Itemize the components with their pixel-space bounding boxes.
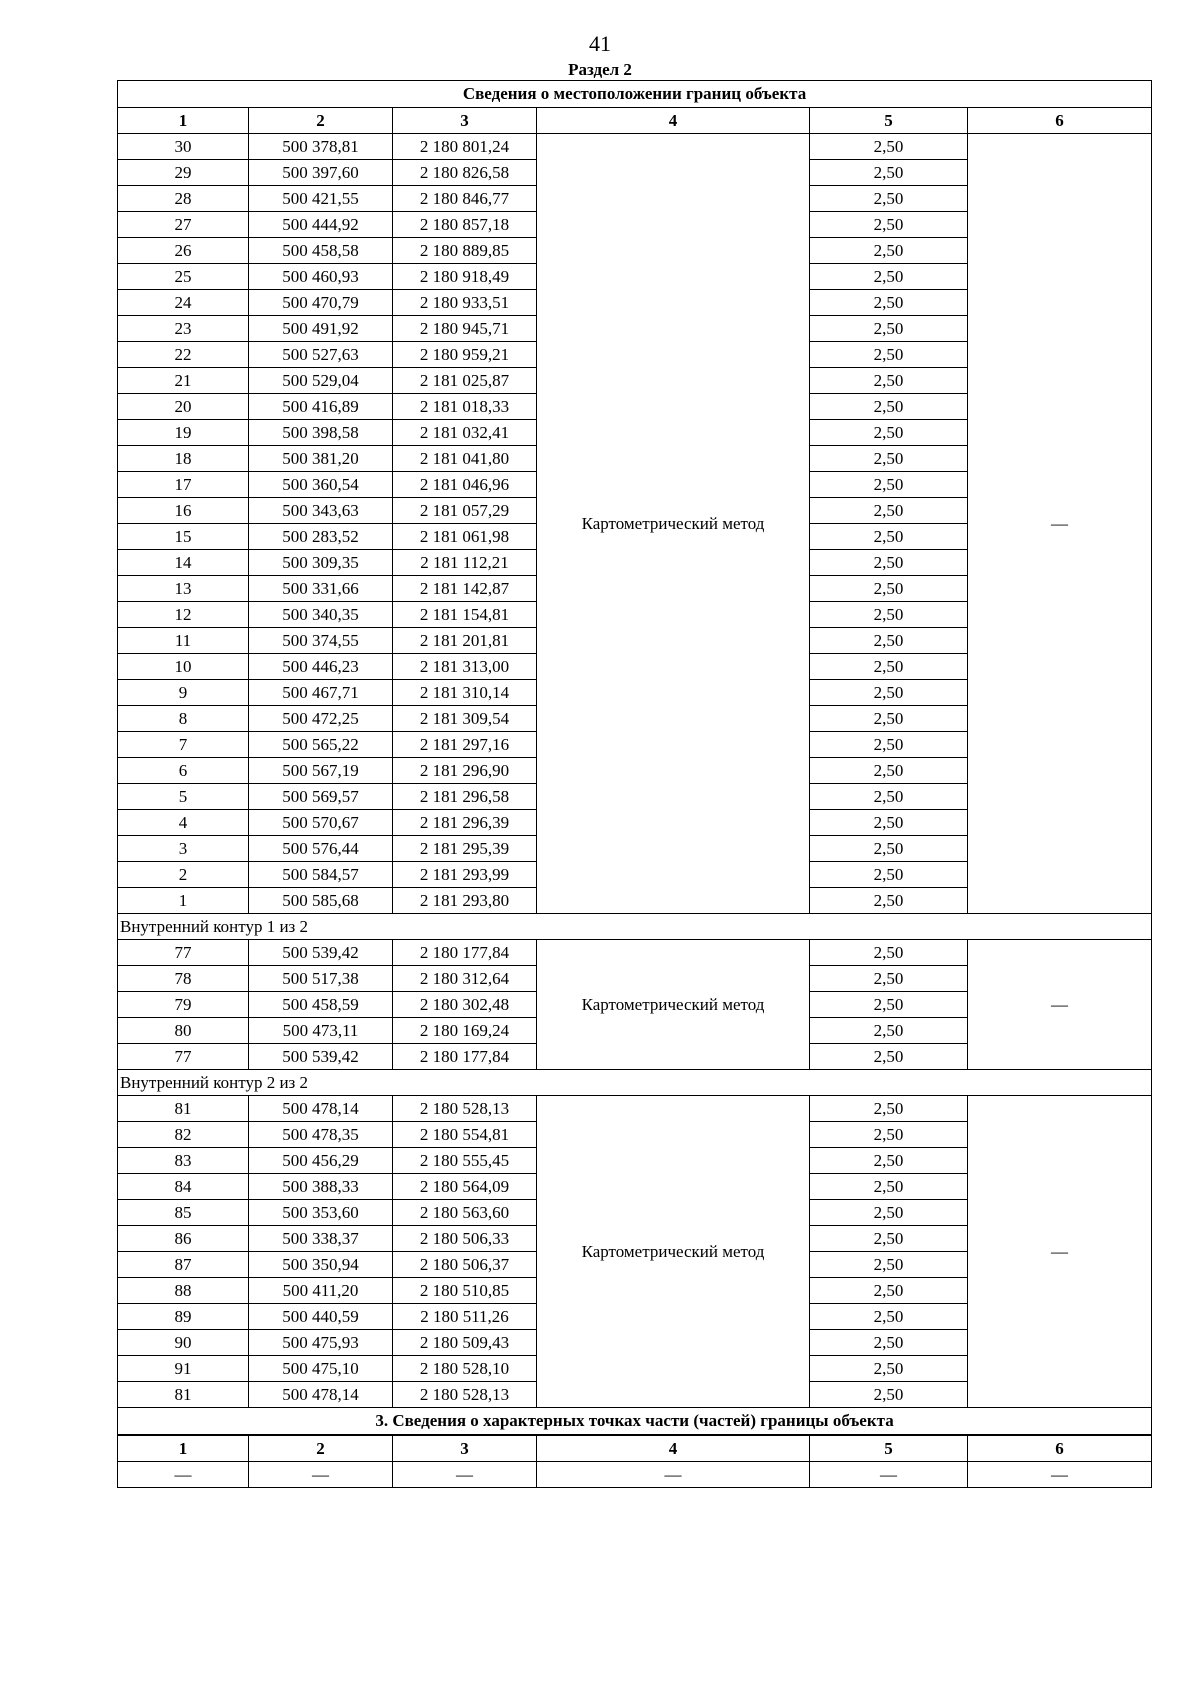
coord-y: 2 181 293,80 [393,888,537,914]
point-number: 10 [118,654,249,680]
accuracy: 2,50 [810,992,968,1018]
coord-y: 2 181 154,81 [393,602,537,628]
point-number: 23 [118,316,249,342]
accuracy: 2,50 [810,940,968,966]
page-number: 41 [589,31,611,56]
point-number: 9 [118,680,249,706]
coord-x: 500 388,33 [249,1174,393,1200]
header-cell: 3 [393,108,537,134]
accuracy: 2,50 [810,784,968,810]
header-cell: 6 [968,1435,1152,1462]
coord-x: 500 576,44 [249,836,393,862]
coord-y: 2 180 554,81 [393,1122,537,1148]
point-number: 81 [118,1096,249,1122]
coord-y: 2 181 057,29 [393,498,537,524]
empty-cell: — [968,1462,1152,1488]
point-number: 21 [118,368,249,394]
coord-y: 2 180 555,45 [393,1148,537,1174]
point-number: 89 [118,1304,249,1330]
accuracy: 2,50 [810,758,968,784]
coord-y: 2 180 563,60 [393,1200,537,1226]
accuracy: 2,50 [810,446,968,472]
accuracy: 2,50 [810,498,968,524]
header-cell: 5 [810,1435,968,1462]
coord-y: 2 180 857,18 [393,212,537,238]
point-number: 30 [118,134,249,160]
coord-x: 500 539,42 [249,1044,393,1070]
accuracy: 2,50 [810,316,968,342]
coord-y: 2 181 025,87 [393,368,537,394]
point-number: 15 [118,524,249,550]
section3-title: 3. Сведения о характерных точках части (частей) границы объекта [118,1408,1152,1436]
accuracy: 2,50 [810,1252,968,1278]
accuracy: 2,50 [810,264,968,290]
point-number: 4 [118,810,249,836]
point-number: 78 [118,966,249,992]
point-number: 85 [118,1200,249,1226]
coord-x: 500 440,59 [249,1304,393,1330]
accuracy: 2,50 [810,134,968,160]
point-number: 8 [118,706,249,732]
accuracy: 2,50 [810,1096,968,1122]
point-number: 77 [118,1044,249,1070]
coord-x: 500 491,92 [249,316,393,342]
accuracy: 2,50 [810,628,968,654]
coord-x: 500 338,37 [249,1226,393,1252]
coord-x: 500 283,52 [249,524,393,550]
coord-x: 500 411,20 [249,1278,393,1304]
point-number: 6 [118,758,249,784]
coord-x: 500 529,04 [249,368,393,394]
accuracy: 2,50 [810,654,968,680]
coord-y: 2 180 510,85 [393,1278,537,1304]
contour-label-row [118,914,1152,940]
accuracy: 2,50 [810,160,968,186]
coord-y: 2 180 528,13 [393,1382,537,1408]
accuracy: 2,50 [810,472,968,498]
coord-y: 2 180 312,64 [393,966,537,992]
coord-x: 500 584,57 [249,862,393,888]
point-number: 81 [118,1382,249,1408]
contour-label-row [118,1070,1152,1096]
point-number: 14 [118,550,249,576]
coord-x: 500 421,55 [249,186,393,212]
coord-y: 2 181 309,54 [393,706,537,732]
header-cell: 1 [118,108,249,134]
coord-x: 500 467,71 [249,680,393,706]
accuracy: 2,50 [810,1122,968,1148]
point-number: 28 [118,186,249,212]
method-cell: Картометрический метод [537,134,810,914]
point-number: 84 [118,1174,249,1200]
point-number: 18 [118,446,249,472]
point-number: 90 [118,1330,249,1356]
coord-y: 2 180 177,84 [393,940,537,966]
accuracy: 2,50 [810,810,968,836]
table-row [118,134,1152,160]
header-cell: 2 [249,108,393,134]
coord-x: 500 473,11 [249,1018,393,1044]
contour-label: Внутренний контур 1 из 2 [118,914,1152,940]
section3-title-row [118,1408,1152,1436]
point-number: 3 [118,836,249,862]
coord-y: 2 181 142,87 [393,576,537,602]
coord-x: 500 458,58 [249,238,393,264]
accuracy: 2,50 [810,706,968,732]
coord-y: 2 180 177,84 [393,1044,537,1070]
table-row [118,1096,1152,1122]
coord-x: 500 397,60 [249,160,393,186]
coord-y: 2 181 296,39 [393,810,537,836]
coord-x: 500 360,54 [249,472,393,498]
point-number: 29 [118,160,249,186]
coord-x: 500 470,79 [249,290,393,316]
coord-x: 500 353,60 [249,1200,393,1226]
point-number: 26 [118,238,249,264]
coord-y: 2 181 046,96 [393,472,537,498]
coord-x: 500 458,59 [249,992,393,1018]
accuracy: 2,50 [810,212,968,238]
coord-x: 500 527,63 [249,342,393,368]
point-number: 77 [118,940,249,966]
accuracy: 2,50 [810,394,968,420]
accuracy: 2,50 [810,550,968,576]
coord-x: 500 398,58 [249,420,393,446]
header-cell: 1 [118,1435,249,1462]
accuracy: 2,50 [810,1148,968,1174]
coord-y: 2 180 528,10 [393,1356,537,1382]
header-cell: 6 [968,108,1152,134]
accuracy: 2,50 [810,186,968,212]
coord-y: 2 181 032,41 [393,420,537,446]
coord-y: 2 180 826,58 [393,160,537,186]
accuracy: 2,50 [810,836,968,862]
coord-y: 2 180 801,24 [393,134,537,160]
point-number: 13 [118,576,249,602]
point-number: 82 [118,1122,249,1148]
accuracy: 2,50 [810,1226,968,1252]
accuracy: 2,50 [810,1330,968,1356]
coord-y: 2 181 310,14 [393,680,537,706]
section-label: Раздел 2 [568,60,632,79]
section3-row [118,1462,1152,1488]
coord-x: 500 460,93 [249,264,393,290]
coord-x: 500 475,10 [249,1356,393,1382]
coord-y: 2 181 041,80 [393,446,537,472]
coord-x: 500 570,67 [249,810,393,836]
accuracy: 2,50 [810,602,968,628]
coord-x: 500 585,68 [249,888,393,914]
coord-x: 500 444,92 [249,212,393,238]
coord-y: 2 180 169,24 [393,1018,537,1044]
coord-x: 500 565,22 [249,732,393,758]
accuracy: 2,50 [810,1356,968,1382]
coord-x: 500 478,14 [249,1382,393,1408]
table-title: Сведения о местоположении границ объекта [118,81,1152,108]
empty-cell: — [118,1462,249,1488]
point-number: 17 [118,472,249,498]
coord-x: 500 416,89 [249,394,393,420]
coord-x: 500 567,19 [249,758,393,784]
coord-y: 2 181 112,21 [393,550,537,576]
coord-x: 500 350,94 [249,1252,393,1278]
accuracy: 2,50 [810,238,968,264]
coord-y: 2 180 511,26 [393,1304,537,1330]
accuracy: 2,50 [810,732,968,758]
coord-y: 2 180 918,49 [393,264,537,290]
coord-x: 500 539,42 [249,940,393,966]
header-cell: 2 [249,1435,393,1462]
coord-x: 500 340,35 [249,602,393,628]
accuracy: 2,50 [810,1018,968,1044]
coord-y: 2 181 296,58 [393,784,537,810]
coord-x: 500 456,29 [249,1148,393,1174]
coord-y: 2 180 945,71 [393,316,537,342]
point-number: 79 [118,992,249,1018]
coord-y: 2 180 506,33 [393,1226,537,1252]
section3-header-row [118,1435,1152,1462]
point-number: 83 [118,1148,249,1174]
accuracy: 2,50 [810,966,968,992]
column6-cell: — [968,940,1152,1070]
coord-y: 2 180 889,85 [393,238,537,264]
header-cell: 3 [393,1435,537,1462]
column6-cell: — [968,1096,1152,1408]
point-number: 19 [118,420,249,446]
accuracy: 2,50 [810,862,968,888]
accuracy: 2,50 [810,1044,968,1070]
accuracy: 2,50 [810,1278,968,1304]
point-number: 91 [118,1356,249,1382]
point-number: 2 [118,862,249,888]
coord-x: 500 374,55 [249,628,393,654]
empty-cell: — [537,1462,810,1488]
accuracy: 2,50 [810,888,968,914]
point-number: 86 [118,1226,249,1252]
table-title-row [118,81,1152,108]
point-number: 11 [118,628,249,654]
coord-y: 2 181 313,00 [393,654,537,680]
point-number: 80 [118,1018,249,1044]
coord-y: 2 181 061,98 [393,524,537,550]
header-cell: 4 [537,1435,810,1462]
coord-x: 500 331,66 [249,576,393,602]
accuracy: 2,50 [810,1304,968,1330]
empty-cell: — [249,1462,393,1488]
coord-y: 2 180 933,51 [393,290,537,316]
coord-x: 500 517,38 [249,966,393,992]
coord-y: 2 181 018,33 [393,394,537,420]
point-number: 27 [118,212,249,238]
point-number: 16 [118,498,249,524]
coord-x: 500 478,14 [249,1096,393,1122]
method-cell: Картометрический метод [537,1096,810,1408]
point-number: 24 [118,290,249,316]
contour-label: Внутренний контур 2 из 2 [118,1070,1152,1096]
accuracy: 2,50 [810,1174,968,1200]
accuracy: 2,50 [810,290,968,316]
coord-y: 2 181 293,99 [393,862,537,888]
accuracy: 2,50 [810,1200,968,1226]
point-number: 87 [118,1252,249,1278]
coord-y: 2 180 528,13 [393,1096,537,1122]
point-number: 20 [118,394,249,420]
coord-x: 500 478,35 [249,1122,393,1148]
accuracy: 2,50 [810,576,968,602]
coord-x: 500 343,63 [249,498,393,524]
coord-x: 500 381,20 [249,446,393,472]
accuracy: 2,50 [810,680,968,706]
coord-x: 500 378,81 [249,134,393,160]
point-number: 5 [118,784,249,810]
point-number: 7 [118,732,249,758]
coord-y: 2 181 297,16 [393,732,537,758]
empty-cell: — [393,1462,537,1488]
coord-x: 500 475,93 [249,1330,393,1356]
boundary-table [117,80,1152,1488]
coord-y: 2 180 846,77 [393,186,537,212]
accuracy: 2,50 [810,1382,968,1408]
point-number: 12 [118,602,249,628]
coord-x: 500 446,23 [249,654,393,680]
coord-x: 500 472,25 [249,706,393,732]
coord-x: 500 569,57 [249,784,393,810]
coord-y: 2 181 295,39 [393,836,537,862]
header-cell: 4 [537,108,810,134]
header-row [118,108,1152,134]
point-number: 88 [118,1278,249,1304]
coord-y: 2 180 564,09 [393,1174,537,1200]
coord-y: 2 180 302,48 [393,992,537,1018]
column6-cell: — [968,134,1152,914]
coord-y: 2 181 201,81 [393,628,537,654]
coord-y: 2 180 959,21 [393,342,537,368]
accuracy: 2,50 [810,420,968,446]
empty-cell: — [810,1462,968,1488]
header-cell: 5 [810,108,968,134]
point-number: 1 [118,888,249,914]
coord-y: 2 181 296,90 [393,758,537,784]
coord-y: 2 180 506,37 [393,1252,537,1278]
coord-x: 500 309,35 [249,550,393,576]
method-cell: Картометрический метод [537,940,810,1070]
point-number: 22 [118,342,249,368]
accuracy: 2,50 [810,524,968,550]
table-row [118,940,1152,966]
accuracy: 2,50 [810,368,968,394]
point-number: 25 [118,264,249,290]
accuracy: 2,50 [810,342,968,368]
coord-y: 2 180 509,43 [393,1330,537,1356]
